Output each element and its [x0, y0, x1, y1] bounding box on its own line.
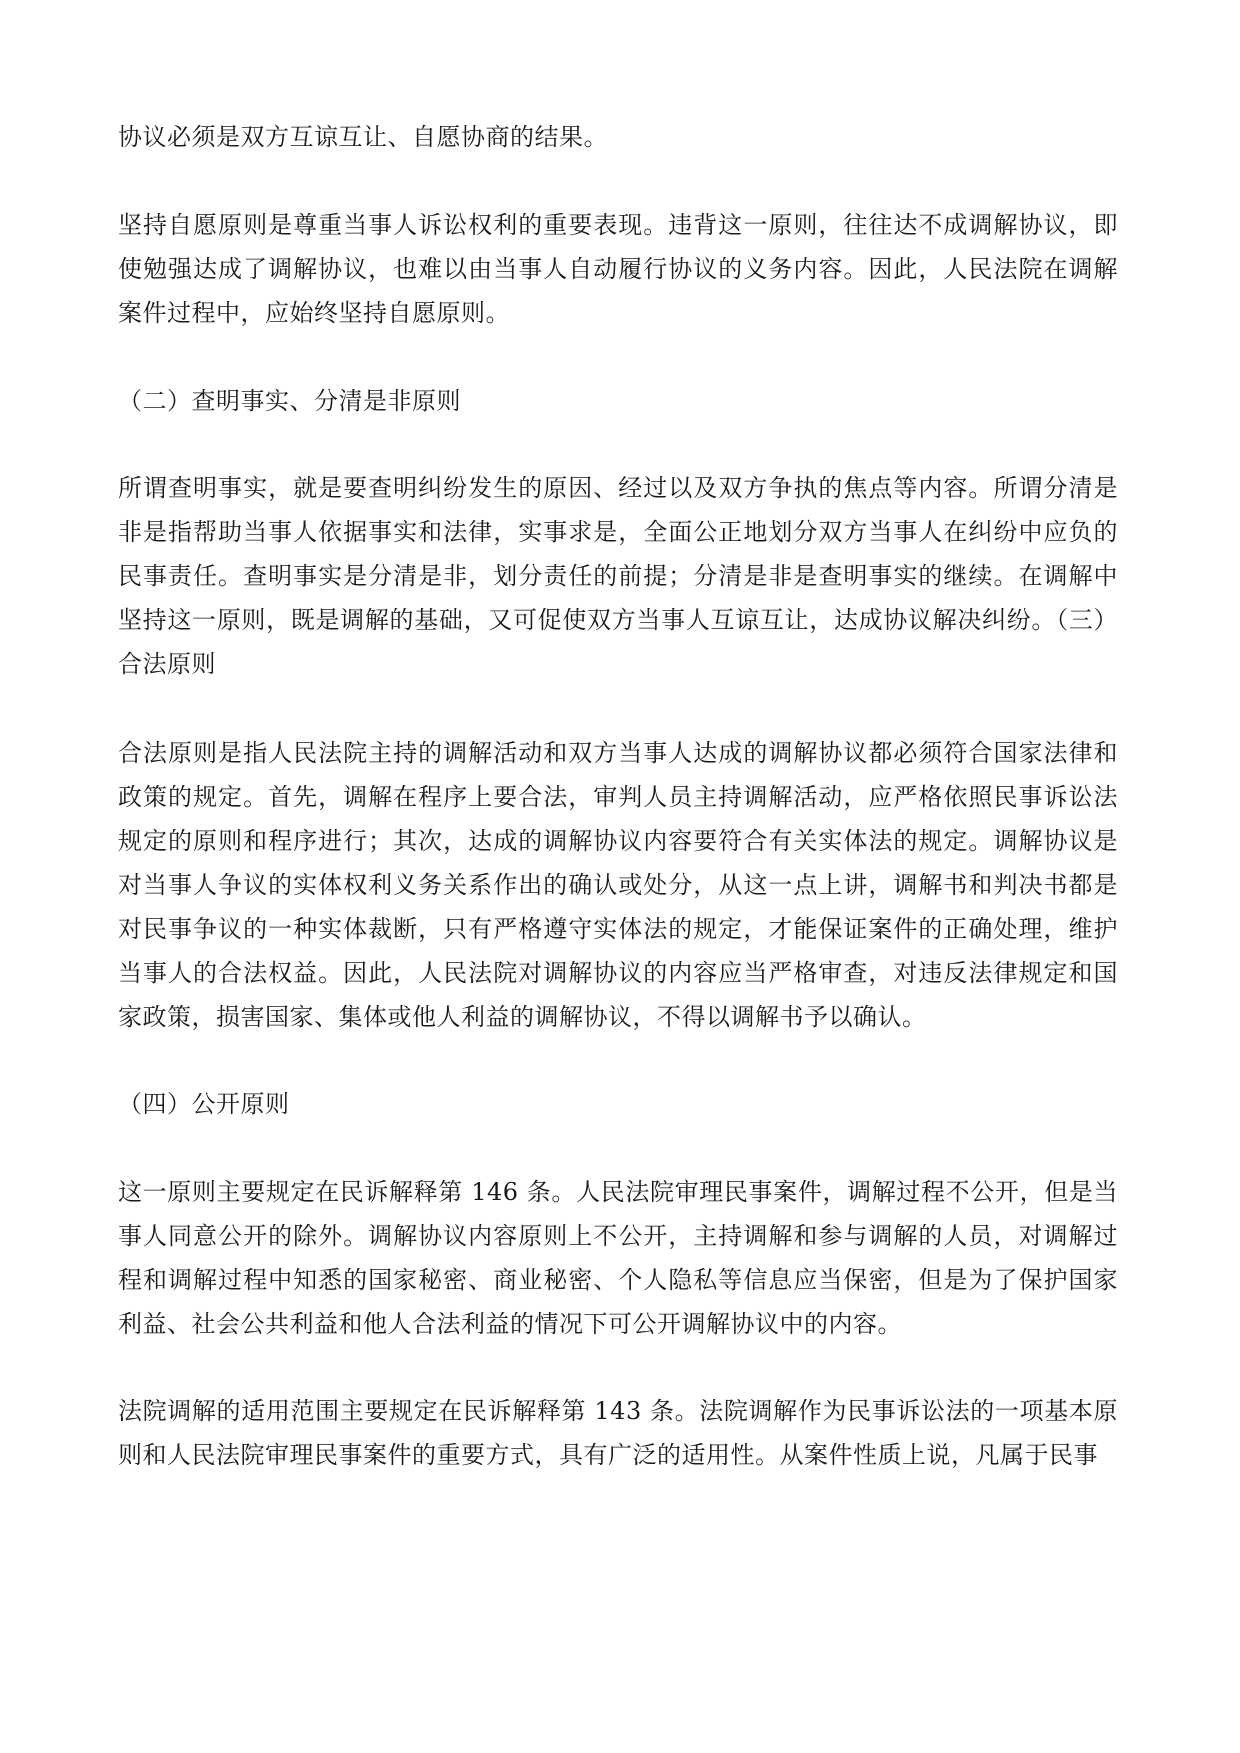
paragraph-legality-principle: 合法原则是指人民法院主持的调解活动和双方当事人达成的调解协议都必须符合国家法律和政策的规定。首先，调解在程序上要合法，审判人员主持调解活动，应严格依照民事诉讼法规定的原则和程序进行；其次，达成的调解协议内容要符合有关实体法的规定。调解协议是对当事人争议的实体权利义务关系作出的确认或处分，从这一点上讲，调解书和判决书都是对民事争议的一种实体裁断，只有严格遵守实体法的规定，才能保证案件的正确处理，维护当事人的合法权益。因此，人民法院对调解协议的内容应当严格审查，对违反法律规定和国家政策，损害国家、集体或他人利益的调解协议，不得以调解书予以确认。	[118, 739, 1118, 1031]
paragraph-voluntary-principle: 坚持自愿原则是尊重当事人诉讼权利的重要表现。违背这一原则，往往达不成调解协议，即使勉强达成了调解协议，也难以由当事人自动履行协议的义务内容。因此，人民法院在调解案件过程中，应始终坚持自愿原则。	[118, 211, 1118, 327]
heading-fact-finding-principle: （二）查明事实、分清是非原则	[118, 387, 461, 415]
heading-publicity-principle: （四）公开原则	[118, 1090, 290, 1118]
paragraph-agreement-result: 协议必须是双方互谅互让、自愿协商的结果。	[118, 123, 608, 151]
paragraph-scope-of-mediation: 法院调解的适用范围主要规定在民诉解释第 143 条。法院调解作为民事诉讼法的一项基本原则和人民法院审理民事案件的重要方式，具有广泛的适用性。从案件性质上说，凡属于民事	[118, 1397, 1118, 1469]
paragraph-fact-finding: 所谓查明事实，就是要查明纠纷发生的原因、经过以及双方争执的焦点等内容。所谓分清是非是指帮助当事人依据事实和法律，实事求是，全面公正地划分双方当事人在纠纷中应负的民事责任。查明事实是分清是非，划分责任的前提；分清是非是查明事实的继续。在调解中坚持这一原则，既是调解的基础，又可促使双方当事人互谅互让，达成协议解决纠纷。（三）合法原则	[118, 474, 1118, 678]
paragraph-publicity-principle: 这一原则主要规定在民诉解释第 146 条。人民法院审理民事案件，调解过程不公开，但是当事人同意公开的除外。调解协议内容原则上不公开，主持调解和参与调解的人员，对调解过程和调解过程中知悉的国家秘密、商业秘密、个人隐私等信息应当保密，但是为了保护国家利益、社会公共利益和他人合法利益的情况下可公开调解协议中的内容。	[118, 1178, 1118, 1338]
